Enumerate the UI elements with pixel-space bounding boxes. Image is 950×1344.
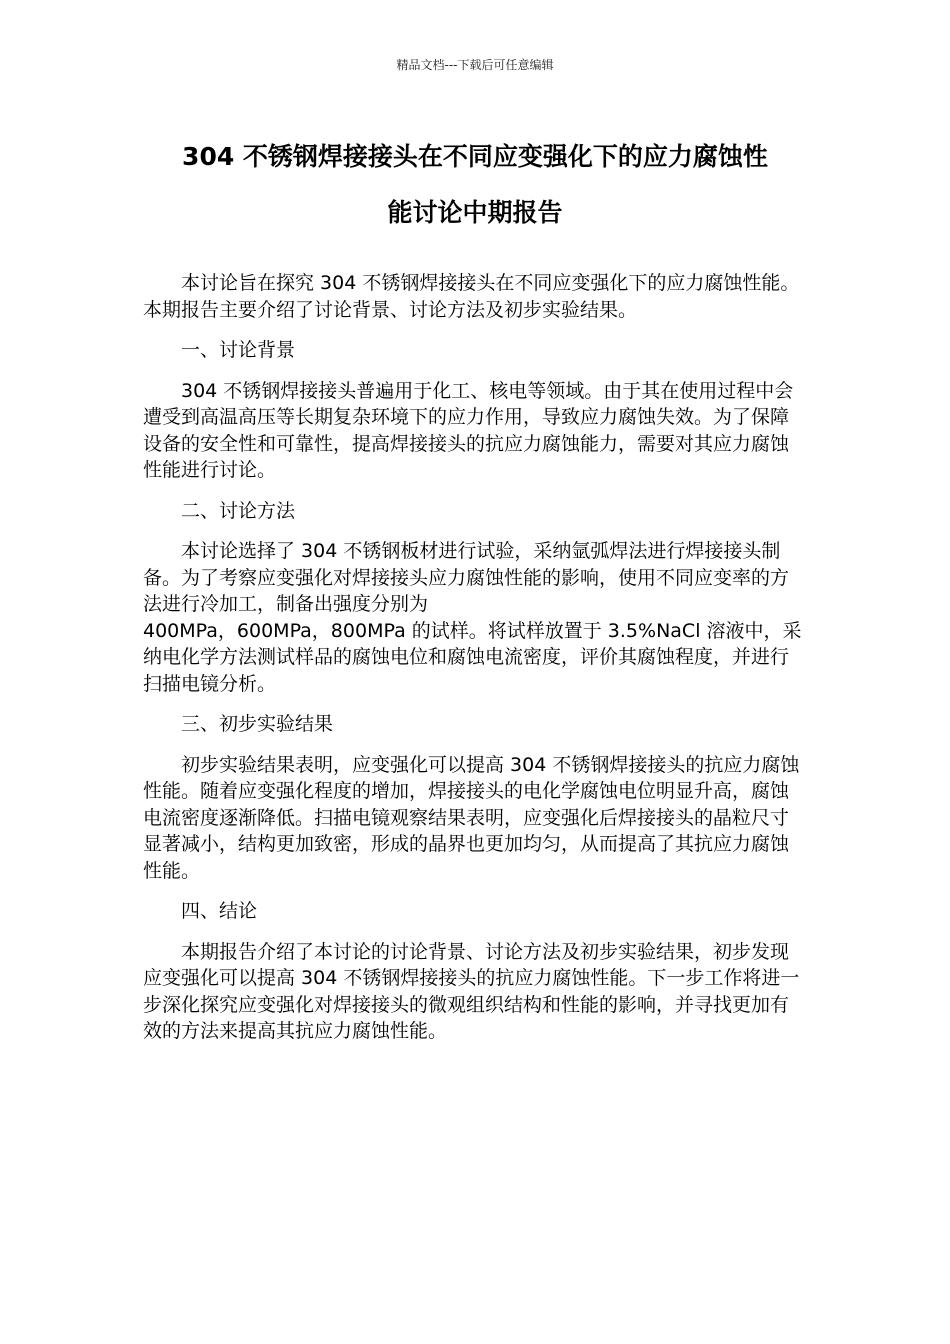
section-heading-conclusion: 四、结论 xyxy=(181,900,258,922)
section-heading-results: 三、初步实验结果 xyxy=(181,713,334,735)
document-body xyxy=(143,270,803,1045)
method-paragraph-part1: 本讨论选择了 304 不锈钢板材进行试验，采纳氩弧焊法进行焊接接头制备。为了考察应变强化对焊接接头应力腐蚀性能的影响，使用不同应变率的方法进行冷加工，制备出强度分别为 xyxy=(143,540,790,615)
section-heading-method: 二、讨论方法 xyxy=(181,499,296,522)
document-title-line-2: 能讨论中期报告 xyxy=(387,198,563,227)
section-heading-background: 一、讨论背景 xyxy=(181,339,296,361)
page-header: 精品文档---下载后可任意编辑 xyxy=(396,58,554,72)
background-paragraph: 304 不锈钢焊接接头普遍用于化工、核电等领域。由于其在使用过程中会遭受到高温高压等长期复杂环境下的应力作用，导致应力腐蚀失效。为了保障设备的安全性和可靠性，提高焊接接头的抗应力腐蚀能力，需要对其应力腐蚀性能进行讨论。 xyxy=(143,379,794,481)
results-paragraph: 初步实验结果表明，应变强化可以提高 304 不锈钢焊接接头的抗应力腐蚀性能。随着应变强化程度的增加，焊接接头的电化学腐蚀电位明显升高，腐蚀电流密度逐渐降低。扫描电镜观察结果表明，应变强化后焊接接头的晶粒尺寸显著减小，结构更加致密，形成的晶界也更加均匀，从而提高了其抗应力腐蚀性能。 xyxy=(143,753,800,882)
method-paragraph-part2: 400MPa，600MPa，800MPa 的试样。将试样放置于 3.5%NaCl 溶液中，采纳电化学方法测试样品的腐蚀电位和腐蚀电流密度，评价其腐蚀程度，并进行扫描电镜分析。 xyxy=(143,619,802,695)
conclusion-paragraph: 本期报告介绍了本讨论的讨论背景、讨论方法及初步实验结果，初步发现应变强化可以提高 304 不锈钢焊接接头的抗应力腐蚀性能。下一步工作将进一步深化探究应变强化对焊接接头的微观组织结构和性能的影响，并寻找更加有效的方法来提高其抗应力腐蚀性能。 xyxy=(143,940,800,1042)
document-title-line-1: 304 不锈钢焊接接头在不同应变强化下的应力腐蚀性 xyxy=(182,142,768,171)
intro-paragraph: 本讨论旨在探究 304 不锈钢焊接接头在不同应变强化下的应力腐蚀性能。本期报告主要介绍了讨论背景、讨论方法及初步实验结果。 xyxy=(143,272,800,321)
